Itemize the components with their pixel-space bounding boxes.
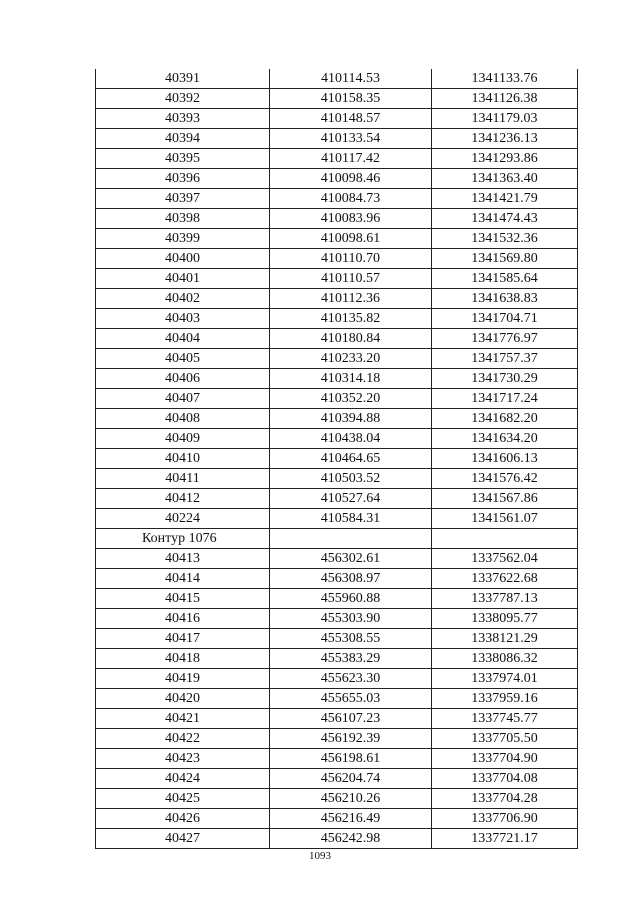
y-coordinate-cell: 1341682.20	[432, 409, 578, 429]
table-row	[96, 709, 578, 729]
x-coordinate-cell: 410114.53	[270, 69, 432, 89]
x-coordinate-cell: 455303.90	[270, 609, 432, 629]
point-id-cell: 40414	[96, 569, 270, 589]
table-row	[96, 169, 578, 189]
x-coordinate-cell: 455623.30	[270, 669, 432, 689]
point-id-cell: 40396	[96, 169, 270, 189]
x-coordinate-cell: 410180.84	[270, 329, 432, 349]
y-coordinate-cell: 1337745.77	[432, 709, 578, 729]
x-coordinate-cell: 456210.26	[270, 789, 432, 809]
x-coordinate-cell: 410314.18	[270, 369, 432, 389]
x-coordinate-cell: 456216.49	[270, 809, 432, 829]
coordinate-table-body	[96, 69, 578, 849]
table-row	[96, 69, 578, 89]
point-id-cell: 40391	[96, 69, 270, 89]
x-coordinate-cell: 410098.61	[270, 229, 432, 249]
table-row	[96, 429, 578, 449]
point-id-cell: 40417	[96, 629, 270, 649]
y-coordinate-cell: 1341293.86	[432, 149, 578, 169]
x-coordinate-cell: 410084.73	[270, 189, 432, 209]
point-id-cell: 40393	[96, 109, 270, 129]
point-id-cell: 40423	[96, 749, 270, 769]
y-coordinate-cell: 1341133.76	[432, 69, 578, 89]
y-coordinate-cell: 1337704.90	[432, 749, 578, 769]
table-row	[96, 249, 578, 269]
point-id-cell: 40426	[96, 809, 270, 829]
x-coordinate-cell: 410352.20	[270, 389, 432, 409]
point-id-cell: 40399	[96, 229, 270, 249]
point-id-cell: 40415	[96, 589, 270, 609]
x-coordinate-cell: 456107.23	[270, 709, 432, 729]
point-id-cell: 40425	[96, 789, 270, 809]
x-coordinate-cell: 410438.04	[270, 429, 432, 449]
table-row	[96, 809, 578, 829]
y-coordinate-cell: 1337705.50	[432, 729, 578, 749]
table-row	[96, 829, 578, 849]
y-coordinate-cell: 1341606.13	[432, 449, 578, 469]
x-coordinate-cell: 456302.61	[270, 549, 432, 569]
x-coordinate-cell: 410110.57	[270, 269, 432, 289]
table-row	[96, 609, 578, 629]
table-row	[96, 389, 578, 409]
y-coordinate-cell: 1337959.16	[432, 689, 578, 709]
x-coordinate-cell: 455960.88	[270, 589, 432, 609]
y-coordinate-cell: 1341569.80	[432, 249, 578, 269]
x-coordinate-cell: 456198.61	[270, 749, 432, 769]
x-coordinate-cell: 456308.97	[270, 569, 432, 589]
table-row	[96, 569, 578, 589]
page-number: 1093	[309, 850, 331, 862]
table-row	[96, 409, 578, 429]
x-coordinate-cell: 410233.20	[270, 349, 432, 369]
y-coordinate-cell: 1337706.90	[432, 809, 578, 829]
point-id-cell: 40419	[96, 669, 270, 689]
x-coordinate-cell: 410158.35	[270, 89, 432, 109]
y-coordinate-cell: 1341776.97	[432, 329, 578, 349]
table-row	[96, 789, 578, 809]
y-coordinate-cell: 1341634.20	[432, 429, 578, 449]
table-row	[96, 549, 578, 569]
x-coordinate-cell: 410148.57	[270, 109, 432, 129]
point-id-cell: 40412	[96, 489, 270, 509]
table-row	[96, 729, 578, 749]
y-coordinate-cell: 1337704.08	[432, 769, 578, 789]
x-coordinate-cell: 410584.31	[270, 509, 432, 529]
table-row	[96, 589, 578, 609]
table-row	[96, 449, 578, 469]
point-id-cell: 40406	[96, 369, 270, 389]
point-id-cell: 40407	[96, 389, 270, 409]
table-row	[96, 649, 578, 669]
point-id-cell: 40413	[96, 549, 270, 569]
y-coordinate-cell: 1337787.13	[432, 589, 578, 609]
y-coordinate-cell: 1338121.29	[432, 629, 578, 649]
x-coordinate-cell: 456204.74	[270, 769, 432, 789]
table-row	[96, 349, 578, 369]
point-id-cell: 40398	[96, 209, 270, 229]
point-id-cell: 40411	[96, 469, 270, 489]
x-coordinate-cell: 410083.96	[270, 209, 432, 229]
y-coordinate-cell: 1338095.77	[432, 609, 578, 629]
point-id-cell: 40418	[96, 649, 270, 669]
point-id-cell: 40416	[96, 609, 270, 629]
table-row	[96, 229, 578, 249]
point-id-cell: 40405	[96, 349, 270, 369]
point-id-cell: 40392	[96, 89, 270, 109]
point-id-cell: 40404	[96, 329, 270, 349]
y-coordinate-cell: 1337704.28	[432, 789, 578, 809]
table-row	[96, 129, 578, 149]
table-row	[96, 89, 578, 109]
point-id-cell: 40409	[96, 429, 270, 449]
point-id-cell: 40424	[96, 769, 270, 789]
y-coordinate-cell: 1337974.01	[432, 669, 578, 689]
y-coordinate-cell: 1341638.83	[432, 289, 578, 309]
x-coordinate-cell: 410117.42	[270, 149, 432, 169]
table-row	[96, 269, 578, 289]
x-coordinate-cell: 456242.98	[270, 829, 432, 849]
point-id-cell: 40421	[96, 709, 270, 729]
x-coordinate-cell: 410527.64	[270, 489, 432, 509]
point-id-cell: 40394	[96, 129, 270, 149]
x-coordinate-cell: 455655.03	[270, 689, 432, 709]
x-coordinate-cell: 410112.36	[270, 289, 432, 309]
y-coordinate-cell: 1341126.38	[432, 89, 578, 109]
point-id-cell: 40395	[96, 149, 270, 169]
y-coordinate-cell: 1341567.86	[432, 489, 578, 509]
point-id-cell: 40401	[96, 269, 270, 289]
y-coordinate-cell: 1337721.17	[432, 829, 578, 849]
table-row	[96, 309, 578, 329]
table-row	[96, 189, 578, 209]
coordinate-table	[95, 69, 578, 849]
table-row	[96, 329, 578, 349]
y-coordinate-cell: 1341532.36	[432, 229, 578, 249]
point-id-cell: 40422	[96, 729, 270, 749]
y-coordinate-cell: 1341561.07	[432, 509, 578, 529]
point-id-cell: 40402	[96, 289, 270, 309]
point-id-cell: 40397	[96, 189, 270, 209]
y-coordinate-cell: 1338086.32	[432, 649, 578, 669]
table-row	[96, 769, 578, 789]
x-coordinate-cell: 410464.65	[270, 449, 432, 469]
empty-cell	[432, 529, 578, 549]
section-label: Контур 1076	[96, 529, 270, 549]
x-coordinate-cell: 455308.55	[270, 629, 432, 649]
table-row	[96, 509, 578, 529]
y-coordinate-cell: 1341236.13	[432, 129, 578, 149]
y-coordinate-cell: 1341576.42	[432, 469, 578, 489]
y-coordinate-cell: 1341717.24	[432, 389, 578, 409]
y-coordinate-cell: 1341585.64	[432, 269, 578, 289]
point-id-cell: 40224	[96, 509, 270, 529]
x-coordinate-cell: 410110.70	[270, 249, 432, 269]
table-row	[96, 289, 578, 309]
y-coordinate-cell: 1341704.71	[432, 309, 578, 329]
x-coordinate-cell: 410133.54	[270, 129, 432, 149]
point-id-cell: 40403	[96, 309, 270, 329]
x-coordinate-cell: 410503.52	[270, 469, 432, 489]
table-row	[96, 209, 578, 229]
table-row	[96, 109, 578, 129]
x-coordinate-cell: 410135.82	[270, 309, 432, 329]
x-coordinate-cell: 455383.29	[270, 649, 432, 669]
table-row	[96, 749, 578, 769]
point-id-cell: 40427	[96, 829, 270, 849]
table-row	[96, 149, 578, 169]
y-coordinate-cell: 1337622.68	[432, 569, 578, 589]
y-coordinate-cell: 1341474.43	[432, 209, 578, 229]
x-coordinate-cell: 456192.39	[270, 729, 432, 749]
x-coordinate-cell: 410394.88	[270, 409, 432, 429]
table-row	[96, 489, 578, 509]
table-row	[96, 469, 578, 489]
section-header-row	[96, 529, 578, 549]
y-coordinate-cell: 1341363.40	[432, 169, 578, 189]
y-coordinate-cell: 1341757.37	[432, 349, 578, 369]
x-coordinate-cell: 410098.46	[270, 169, 432, 189]
point-id-cell: 40410	[96, 449, 270, 469]
point-id-cell: 40408	[96, 409, 270, 429]
y-coordinate-cell: 1341730.29	[432, 369, 578, 389]
empty-cell	[270, 529, 432, 549]
y-coordinate-cell: 1341179.03	[432, 109, 578, 129]
point-id-cell: 40420	[96, 689, 270, 709]
table-row	[96, 669, 578, 689]
table-row	[96, 629, 578, 649]
table-row	[96, 689, 578, 709]
y-coordinate-cell: 1337562.04	[432, 549, 578, 569]
table-row	[96, 369, 578, 389]
y-coordinate-cell: 1341421.79	[432, 189, 578, 209]
point-id-cell: 40400	[96, 249, 270, 269]
